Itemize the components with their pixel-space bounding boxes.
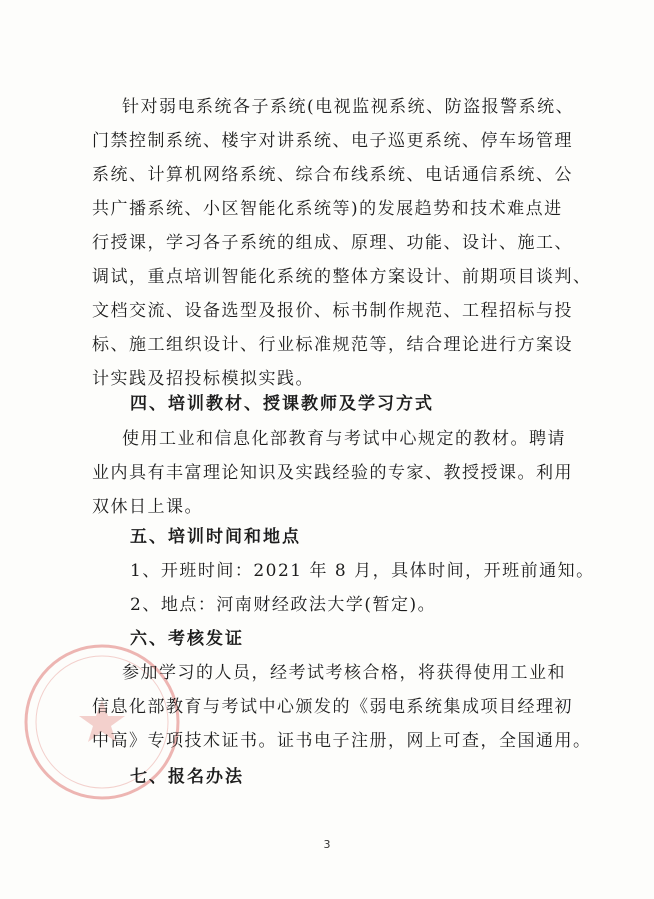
- text-line: 使用工业和信息化部教育与考试中心规定的教材。聘请: [122, 429, 566, 449]
- text-line: 共广播系统、小区智能化系统等)的发展趋势和技术难点进: [92, 199, 563, 219]
- section-heading-6: 六、考核发证: [130, 629, 244, 649]
- text-line: 门禁控制系统、楼宇对讲系统、电子巡更系统、停车场管理: [92, 131, 573, 151]
- text-line: 计实践及招投标模拟实践。: [92, 369, 314, 389]
- page-number: 3: [323, 838, 331, 851]
- paragraph-training-content: [92, 90, 592, 396]
- text-line: 系统、计算机网络系统、综合布线系统、电话通信系统、公: [92, 165, 573, 185]
- list-item-start-time: 1、开班时间：2021 年 8 月，具体时间，开班前通知。: [130, 561, 595, 581]
- paragraph-certification: [92, 656, 592, 758]
- text-line: 信息化部教育与考试中心颁发的《弱电系统集成项目经理初: [92, 697, 573, 717]
- text-line: 中高》专项技术证书。证书电子注册，网上可查，全国通用。: [92, 731, 592, 751]
- paragraph-materials: [92, 422, 573, 524]
- text-line: 参加学习的人员，经考试考核合格，将获得使用工业和: [122, 663, 566, 683]
- text-line: 文档交流、设备选型及报价、标书制作规范、工程招标与投: [92, 301, 573, 321]
- text-line: 调试，重点培训智能化系统的整体方案设计、前期项目谈判、: [92, 267, 592, 287]
- text-line: 双休日上课。: [92, 497, 203, 517]
- text-line: 行授课，学习各子系统的组成、原理、功能、设计、施工、: [92, 233, 573, 253]
- section-heading-5: 五、培训时间和地点: [130, 527, 301, 547]
- text-line: 标、施工组织设计、行业标准规范等，结合理论进行方案设: [92, 335, 573, 355]
- text-line: 针对弱电系统各子系统(电视监视系统、防盗报警系统、: [122, 97, 575, 117]
- section-heading-7: 七、报名办法: [130, 767, 244, 787]
- text-line: 业内具有丰富理论知识及实践经验的专家、教授授课。利用: [92, 463, 573, 483]
- section-heading-4: 四、培训教材、授课教师及学习方式: [130, 394, 434, 414]
- list-item-location: 2、地点：河南财经政法大学(暂定)。: [130, 595, 437, 615]
